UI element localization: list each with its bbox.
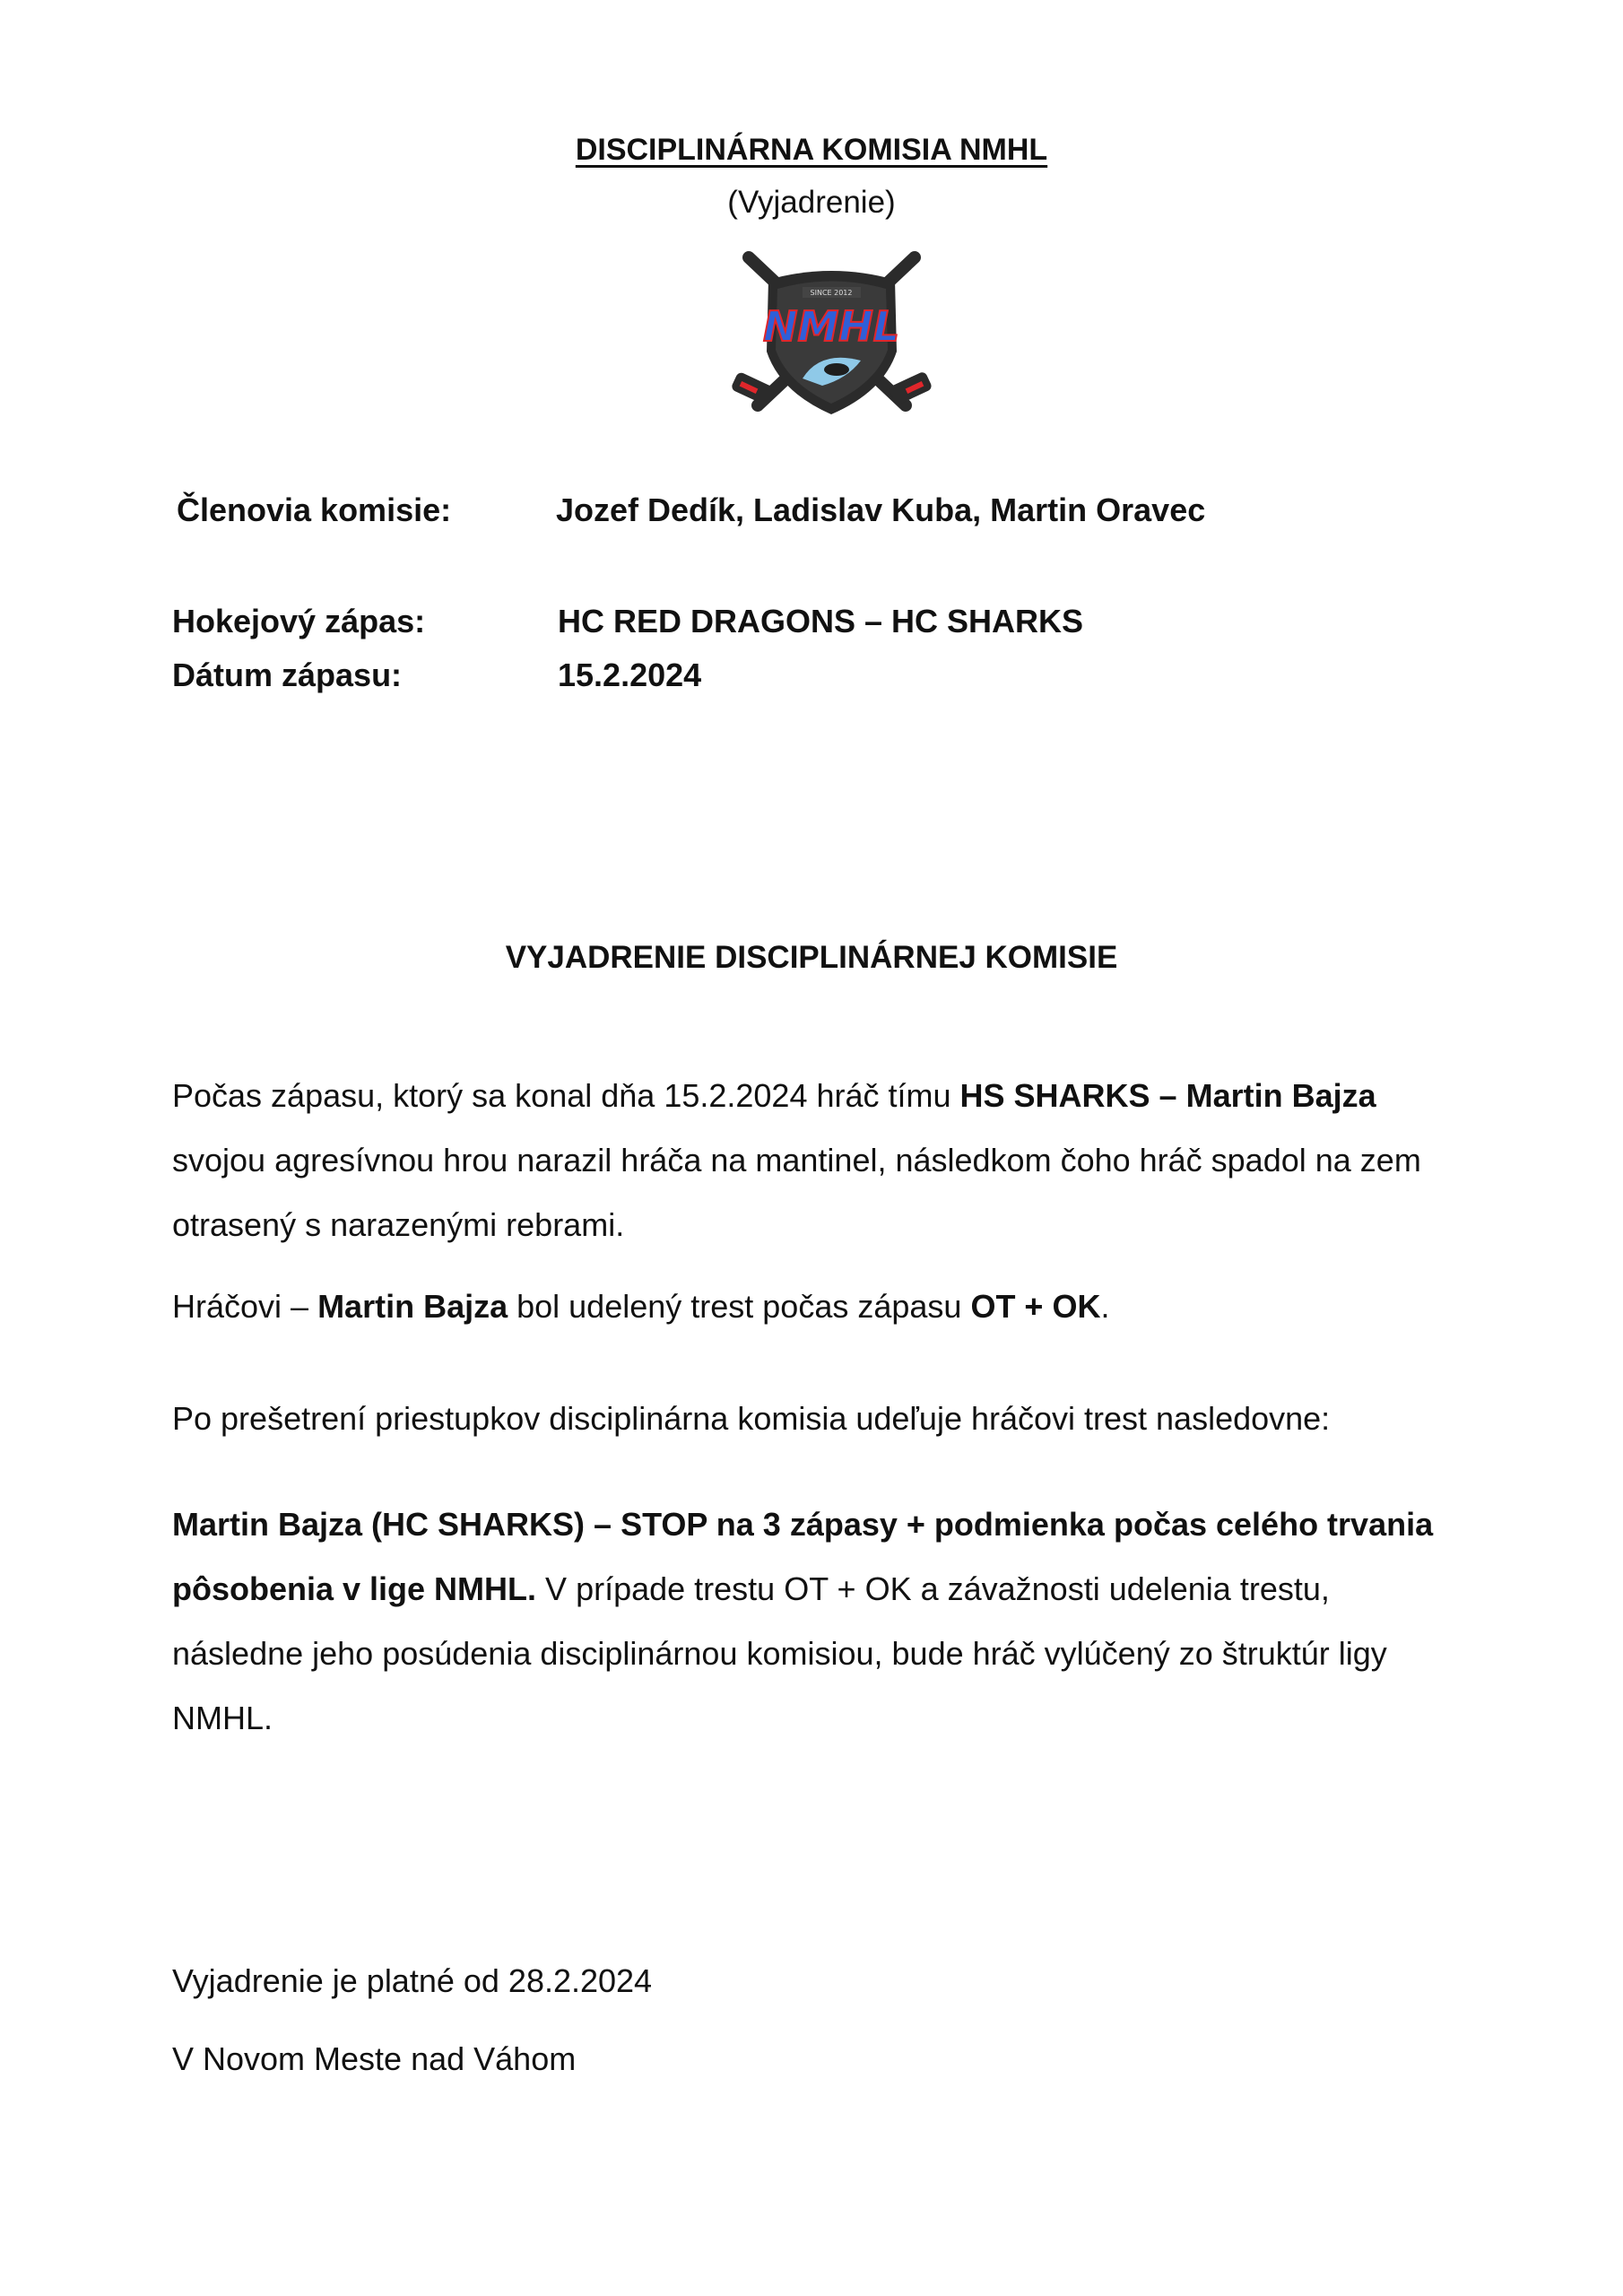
logo-since-text: SINCE 2012 [810, 289, 853, 297]
paragraph-penalty-text-b: bol udelený trest počas zápasu [508, 1288, 971, 1325]
paragraph-penalty-type: OT + OK [970, 1288, 1101, 1325]
paragraph-investigation: Po prešetrení priestupkov disciplinárna komisia udeľuje hráčovi trest nasledovne: [172, 1400, 1331, 1437]
paragraph-penalty-text-a: Hráčovi – [172, 1288, 318, 1325]
section-heading: VYJADRENIE DISCIPLINÁRNEJ KOMISIE [505, 940, 1118, 975]
paragraph-penalty-text-c: . [1100, 1288, 1110, 1325]
match-value: HC RED DRAGONS – HC SHARKS [558, 603, 1084, 639]
paragraph-sanction-text: V prípade trestu OT + OK a závažnosti udelenia trestu, následne jeho posúdenia disciplinárnou komisiou, bude hráč vylúčený zo štruktúr ligy NMHL. [172, 1570, 1387, 1736]
nmhl-logo-icon [713, 244, 950, 423]
members-value: Jozef Dedík, Ladislav Kuba, Martin Oravec [556, 491, 1206, 528]
valid-from: Vyjadrenie je platné od 28.2.2024 [172, 1962, 653, 1999]
place: V Novom Meste nad Váhom [172, 2040, 577, 2077]
date-label: Dátum zápasu: [172, 657, 403, 693]
members-label: Členovia komisie: [177, 491, 452, 528]
match-label: Hokejový zápas: [172, 603, 426, 639]
document-subtitle: (Vyjadrenie) [727, 185, 896, 220]
date-value: 15.2.2024 [558, 657, 702, 693]
paragraph-penalty-player: Martin Bajza [317, 1288, 508, 1325]
document-title: DISCIPLINÁRNA KOMISIA NMHL [575, 133, 1048, 167]
paragraph-incident-text-a: Počas zápasu, ktorý sa konal dňa 15.2.2024 hráč tímu [172, 1077, 960, 1114]
paragraph-incident-text-b: svojou agresívnou hrou narazil hráča na mantinel, následkom čoho hráč spadol na zem otrasený s narazenými rebrami. [172, 1142, 1421, 1243]
paragraph-sanction-bold: Martin Bajza (HC SHARKS) – STOP na 3 zápasy + podmienka počas celého trvania pôsobenia v lige NMHL. [172, 1506, 1434, 1607]
paragraph-penalty [172, 1274, 1463, 1339]
paragraph-incident-player: HS SHARKS – Martin Bajza [959, 1077, 1376, 1114]
paragraph-sanction [172, 1492, 1463, 1751]
logo-nmhl-text: NMHL [762, 302, 900, 351]
paragraph-incident [172, 1064, 1463, 1257]
